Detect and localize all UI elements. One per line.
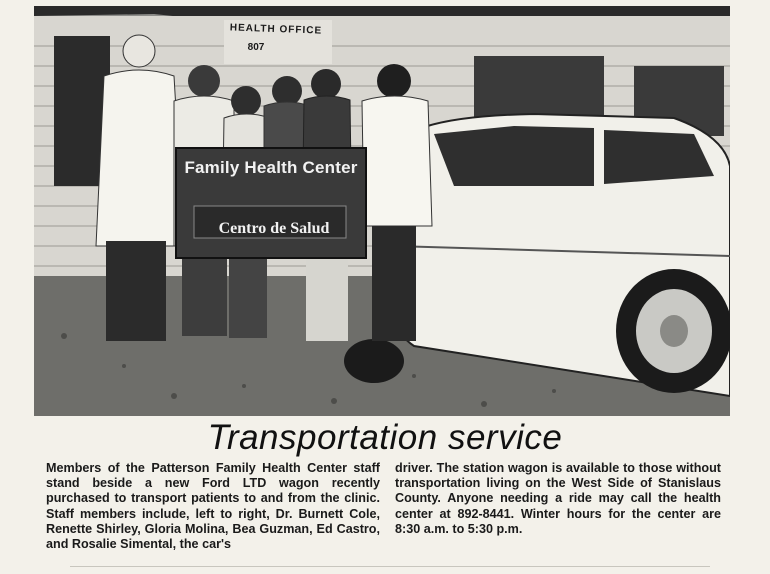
photo-illustration <box>34 6 730 416</box>
sign-subtitle: Centro de Salud <box>218 220 330 237</box>
caption-right-column: driver. The station wagon is available to those without transportation living on the West Side of Stanislaus County. Anyone needing a ride may call the health center at 892-8441. Winter hours for the center are 8:30 a.m. to 5:30 p.m. <box>395 461 721 536</box>
car-window-front <box>434 126 594 186</box>
sign-title: Family Health Center <box>184 158 358 177</box>
bottom-rule <box>70 566 710 567</box>
headline: Transportation service <box>207 418 563 457</box>
car-hub <box>660 315 688 347</box>
caption-left-column: Members of the Patterson Family Health Center staff stand beside a new Ford LTD wagon recently purchased to transport patients to and from the clinic. Staff members include, left to right, Dr. Burnett Cole, Renette Shirley, Gloria Molina, Bea Guzman, Ed Castro, and Rosalie Simental, the car's <box>46 461 380 552</box>
car-wheel-front <box>344 339 404 383</box>
news-photo <box>34 6 730 416</box>
office-number: 807 <box>247 42 265 53</box>
office-label: HEALTH OFFICE <box>229 22 323 37</box>
